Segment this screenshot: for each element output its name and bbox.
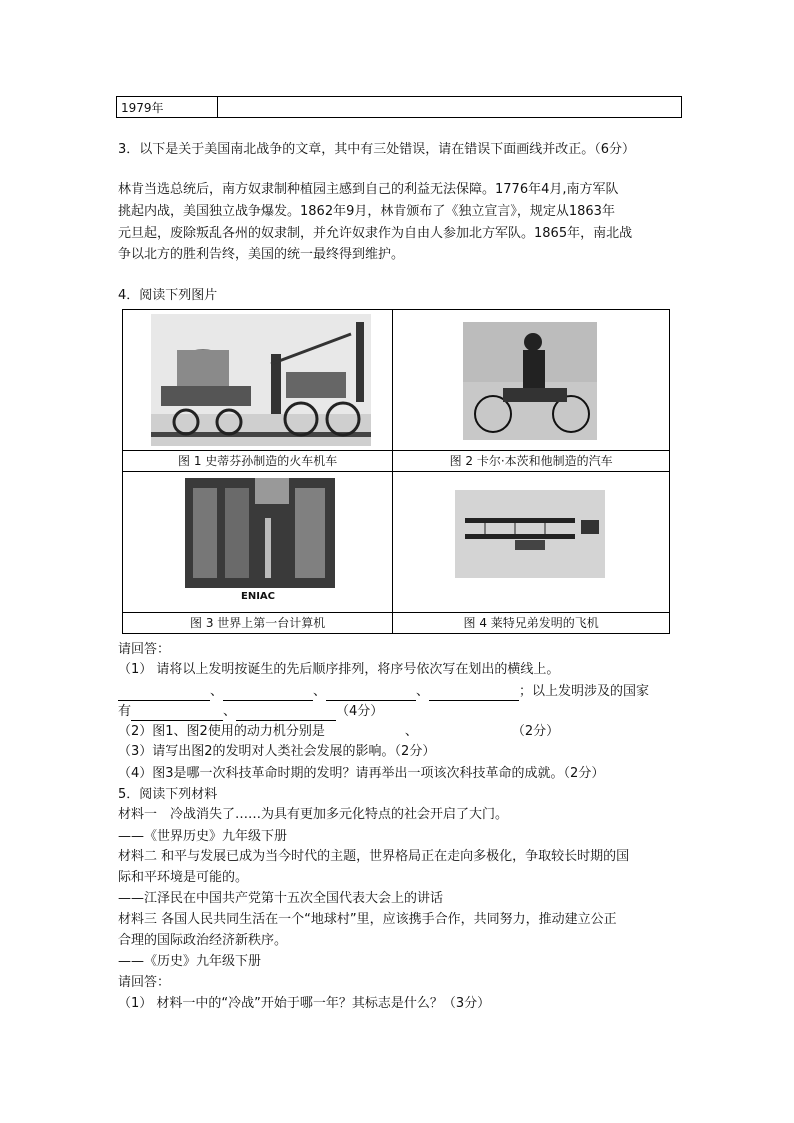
- answer-blank[interactable]: [236, 706, 336, 721]
- caption-4: 图 4 莱特兄弟发明的飞机: [393, 613, 670, 634]
- q3-body-line-4: 争以北方的胜利告终，美国的统一最终得到维护。: [118, 247, 405, 262]
- q3-body-line-3: 元旦起，废除叛乱各州的奴隶制，并允许奴隶作为自由人参加北方军队。1865年，南北战: [118, 226, 633, 241]
- picture-1-cell: [123, 310, 393, 451]
- answer-blank[interactable]: [429, 686, 519, 701]
- table-row: [117, 97, 682, 118]
- q4-sub2-sep: 、: [404, 724, 418, 739]
- q3-body-line-1: 林肯当选总统后，南方奴隶制种植园主感到自己的利益无法保障。1776年4月,南方军队: [118, 182, 619, 197]
- q5-material-2-source: ——江泽民在中国共产党第十五次全国代表大会上的讲话: [118, 891, 444, 906]
- q5-sub1: （1） 材料一中的“冷战”开始于哪一年？其标志是什么？（3分）: [118, 996, 491, 1011]
- answer-blank[interactable]: [131, 706, 223, 721]
- event-table: [116, 96, 682, 118]
- q4-sub2-score: （2分）: [511, 724, 560, 739]
- answer-blank[interactable]: [223, 686, 313, 701]
- picture-2-cell: [393, 310, 670, 451]
- answer-blank[interactable]: [326, 686, 416, 701]
- q4-answer-intro: 请回答：: [118, 642, 171, 657]
- year-cell: 1979年: [117, 97, 218, 118]
- car-image: [463, 322, 597, 440]
- answer-blank[interactable]: [118, 686, 210, 701]
- q4-sub4: （4）图3是哪一次科技革命时期的发明？请再举出一项该次科技革命的成就。（2分）: [118, 766, 605, 781]
- q4-sub2: [118, 723, 559, 741]
- q5-material-1: 材料一 冷战消失了……为具有更加多元化特点的社会开启了大门。: [118, 807, 509, 822]
- q5-answer-intro: 请回答：: [118, 975, 171, 990]
- q4-sub1-countries: 有 、 （4分）: [118, 704, 384, 719]
- q3-title: 3．以下是关于美国南北战争的文章，其中有三处错误，请在错误下面画线并改正。（6分）: [118, 142, 636, 157]
- q4-sub1-blanks: 、 、 、 ；以上发明涉及的国家: [118, 683, 649, 701]
- event-cell: [218, 97, 682, 118]
- q4-sub1: （1） 请将以上发明按诞生的先后顺序排列，将序号依次写在划出的横线上。: [118, 662, 560, 677]
- q5-material-1-source: ——《世界历史》九年级下册: [118, 829, 288, 844]
- q5-title: 5．阅读下列材料: [118, 787, 218, 802]
- q4-sub1-head: 有: [118, 704, 132, 719]
- q5-material-3-source: ——《历史》九年级下册: [118, 954, 262, 969]
- q5-material-3-a: 材料三 各国人民共同生活在一个“地球村”里，应该携手合作，共同努力，推动建立公正: [118, 912, 617, 927]
- q4-sub1-tail: ；以上发明涉及的国家: [519, 684, 650, 699]
- locomotive-image: [151, 314, 371, 446]
- q4-sub3: （3）请写出图2的发明对人类社会发展的影响。（2分）: [118, 744, 436, 759]
- caption-1: 图 1 史蒂芬孙制造的火车机车: [123, 451, 393, 472]
- q3-body-line-2: 挑起内战，美国独立战争爆发。1862年9月，林肯颁布了《独立宣言》，规定从1863年: [118, 204, 615, 219]
- airplane-image: [455, 490, 605, 578]
- q4-sub1-score: （4分）: [336, 704, 384, 719]
- eniac-image: [185, 478, 335, 588]
- q4-sub2-text: （2）图1、图2使用的动力机分别是: [118, 724, 325, 739]
- q4-title: 4．阅读下列图片: [118, 288, 218, 303]
- picture-3-cell: [123, 472, 393, 613]
- picture-4-cell: [393, 472, 670, 613]
- caption-2: 图 2 卡尔·本茨和他制造的汽车: [393, 451, 670, 472]
- pictures-table: [122, 309, 670, 634]
- eniac-label: ENIAC: [241, 591, 275, 602]
- q5-material-2-b: 际和平环境是可能的。: [118, 870, 249, 885]
- caption-3: 图 3 世界上第一台计算机: [123, 613, 393, 634]
- q5-material-2-a: 材料二 和平与发展已成为当今时代的主题，世界格局正在走向多极化，争取较长时期的国: [118, 849, 630, 864]
- q5-material-3-b: 合理的国际政治经济新秩序。: [118, 933, 288, 948]
